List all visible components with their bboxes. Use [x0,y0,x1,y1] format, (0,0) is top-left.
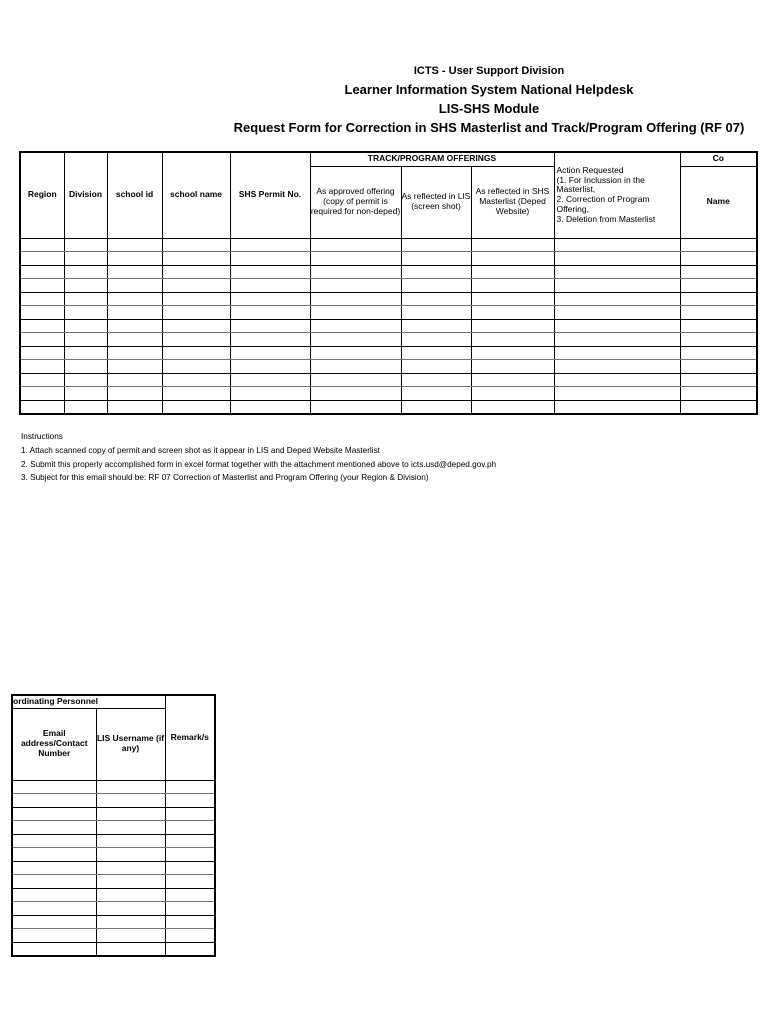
coordinating-personnel-table [11,694,216,957]
table-cell[interactable] [680,252,757,266]
table-cell[interactable] [165,807,215,821]
table-cell[interactable] [471,360,554,374]
table-cell[interactable] [20,306,64,320]
helpdesk-title: Learner Information System National Helpdesk [344,82,634,97]
column-header-email: Email address/Contact Number [12,708,96,780]
table-row [20,387,757,401]
table-cell[interactable] [64,400,107,414]
instruction-item: 1. Attach scanned copy of permit and screen shot as it appear in LIS and Deped Website Masterlist [21,445,380,455]
table-cell[interactable] [554,292,680,306]
table-cell[interactable] [230,360,310,374]
table-row [12,861,215,875]
table-cell[interactable] [310,400,401,414]
table-cell[interactable] [96,807,165,821]
table-cell[interactable] [162,265,230,279]
table-cell[interactable] [20,400,64,414]
table-cell[interactable] [12,848,96,862]
column-group-coordinating-partial: Co [680,152,757,166]
column-group-track-offerings: TRACK/PROGRAM OFFERINGS [310,152,554,166]
table-cell[interactable] [165,848,215,862]
table-cell[interactable] [20,265,64,279]
table-cell[interactable] [20,238,64,252]
table-cell[interactable] [107,265,162,279]
table-cell[interactable] [12,888,96,902]
table-cell[interactable] [96,821,165,835]
table-cell[interactable] [471,319,554,333]
table-cell[interactable] [162,279,230,293]
table-cell[interactable] [165,875,215,889]
table-cell[interactable] [310,306,401,320]
table-cell[interactable] [230,400,310,414]
table-cell[interactable] [107,252,162,266]
table-cell[interactable] [401,400,471,414]
table-row [12,807,215,821]
table-cell[interactable] [230,333,310,347]
table-cell[interactable] [401,306,471,320]
table-cell[interactable] [680,265,757,279]
table-row [12,929,215,943]
table-row [20,292,757,306]
table-cell[interactable] [96,929,165,943]
table-cell[interactable] [680,319,757,333]
table-cell[interactable] [554,346,680,360]
table-cell[interactable] [162,333,230,347]
table-cell[interactable] [96,942,165,956]
column-header-school-name: school name [162,152,230,238]
table-cell[interactable] [401,360,471,374]
table-row [20,346,757,360]
column-header-region: Region [20,152,64,238]
table-cell[interactable] [64,387,107,401]
table-cell[interactable] [471,400,554,414]
table-cell[interactable] [401,333,471,347]
table-cell[interactable] [64,252,107,266]
table-cell[interactable] [64,306,107,320]
table-cell[interactable] [310,279,401,293]
column-header-reflected-masterlist: As reflected in SHS Masterlist (Deped Website) [471,166,554,238]
table-cell[interactable] [230,387,310,401]
table-cell[interactable] [96,861,165,875]
table-cell[interactable] [471,279,554,293]
table-row [12,888,215,902]
table-cell[interactable] [12,794,96,808]
table-row [20,360,757,374]
table-cell[interactable] [230,373,310,387]
table-cell[interactable] [96,902,165,916]
table-cell[interactable] [310,373,401,387]
column-header-division: Division [64,152,107,238]
table-row [20,252,757,266]
table-cell[interactable] [107,387,162,401]
table-cell[interactable] [230,306,310,320]
instruction-item: 3. Subject for this email should be: RF 07 Correction of Masterlist and Program Offering (your Region & Division) [21,473,429,483]
column-group-coordinating-personnel: ordinating Personnel [12,695,165,708]
table-cell[interactable] [96,780,165,794]
table-cell[interactable] [554,319,680,333]
column-header-action-requested: Action Requested (1. For Inclussion in the Masterlist, 2. Correction of Program Offering, 3. Deletion from Masterlist [554,152,680,238]
table-cell[interactable] [554,333,680,347]
table-cell[interactable] [165,861,215,875]
table-cell[interactable] [64,279,107,293]
table-cell[interactable] [20,252,64,266]
column-header-name: Name [680,166,757,238]
table-cell[interactable] [12,875,96,889]
table-cell[interactable] [554,387,680,401]
form-title: Request Form for Correction in SHS Masterlist and Track/Program Offering (RF 07) [233,120,745,135]
table-cell[interactable] [162,319,230,333]
table-row [12,780,215,794]
table-cell[interactable] [230,238,310,252]
table-cell[interactable] [165,915,215,929]
table-cell[interactable] [310,387,401,401]
table-cell[interactable] [96,794,165,808]
table-cell[interactable] [554,306,680,320]
table-cell[interactable] [20,346,64,360]
table-cell[interactable] [107,306,162,320]
table-cell[interactable] [471,387,554,401]
table-row [12,834,215,848]
table-cell[interactable] [165,834,215,848]
table-cell[interactable] [554,265,680,279]
table-row [12,942,215,956]
table-cell[interactable] [471,373,554,387]
table-cell[interactable] [165,942,215,956]
table-cell[interactable] [64,346,107,360]
table-cell[interactable] [401,373,471,387]
column-header-school-id: school id [107,152,162,238]
table-row [20,333,757,347]
table-row [12,875,215,889]
table-cell[interactable] [554,279,680,293]
table-cell[interactable] [96,888,165,902]
table-cell[interactable] [310,360,401,374]
table-cell[interactable] [12,929,96,943]
table-cell[interactable] [12,834,96,848]
table-cell[interactable] [20,279,64,293]
column-header-lis-username: LIS Username (if any) [96,708,165,780]
table-cell[interactable] [680,238,757,252]
table-cell[interactable] [107,319,162,333]
table-cell[interactable] [680,292,757,306]
table-cell[interactable] [230,252,310,266]
table-cell[interactable] [471,292,554,306]
instructions [21,430,496,485]
table-cell[interactable] [96,915,165,929]
table-cell[interactable] [471,265,554,279]
table-row [12,902,215,916]
table-cell[interactable] [12,861,96,875]
table-cell[interactable] [310,252,401,266]
table-cell[interactable] [64,265,107,279]
division-title: ICTS - User Support Division [413,65,565,77]
table-cell[interactable] [165,780,215,794]
table-cell[interactable] [107,279,162,293]
table-cell[interactable] [20,333,64,347]
table-row [20,279,757,293]
table-cell[interactable] [310,333,401,347]
table-cell[interactable] [401,387,471,401]
table-cell[interactable] [165,929,215,943]
table-cell[interactable] [162,306,230,320]
table-row [12,821,215,835]
table-cell[interactable] [96,834,165,848]
table-cell[interactable] [162,292,230,306]
table-cell[interactable] [12,807,96,821]
table-cell[interactable] [471,306,554,320]
table-cell[interactable] [162,360,230,374]
table-cell[interactable] [680,333,757,347]
table-cell[interactable] [554,252,680,266]
table-cell[interactable] [162,387,230,401]
table-cell[interactable] [401,238,471,252]
correction-request-table [19,151,758,415]
table-cell[interactable] [310,238,401,252]
table-cell[interactable] [64,333,107,347]
table-cell[interactable] [107,333,162,347]
table-cell[interactable] [401,265,471,279]
table-cell[interactable] [554,373,680,387]
module-title: LIS-SHS Module [438,101,540,116]
table-row [12,794,215,808]
table-cell[interactable] [401,319,471,333]
table-cell[interactable] [680,346,757,360]
table-cell[interactable] [230,292,310,306]
table-cell[interactable] [165,794,215,808]
table-cell[interactable] [401,292,471,306]
table-cell[interactable] [401,252,471,266]
table-cell[interactable] [310,346,401,360]
table-cell[interactable] [107,400,162,414]
table-row [20,265,757,279]
table-cell[interactable] [20,292,64,306]
table-cell[interactable] [96,848,165,862]
table-cell[interactable] [12,942,96,956]
table-cell[interactable] [165,902,215,916]
table-cell[interactable] [12,902,96,916]
table-cell[interactable] [20,360,64,374]
table-cell[interactable] [20,373,64,387]
table-row [20,238,757,252]
table-cell[interactable] [64,292,107,306]
table-cell[interactable] [230,319,310,333]
table-cell[interactable] [310,265,401,279]
column-header-remarks: Remark/s [165,695,215,780]
table-cell[interactable] [12,821,96,835]
table-cell[interactable] [680,360,757,374]
table-cell[interactable] [471,238,554,252]
table-cell[interactable] [64,319,107,333]
table-cell[interactable] [107,373,162,387]
table-row [20,373,757,387]
table-cell[interactable] [471,346,554,360]
table-cell[interactable] [165,821,215,835]
table-cell[interactable] [401,346,471,360]
table-cell[interactable] [12,780,96,794]
table-cell[interactable] [554,360,680,374]
table-row [20,400,757,414]
instructions-title: Instructions [21,432,63,441]
table-cell[interactable] [162,346,230,360]
table-cell[interactable] [230,346,310,360]
table-cell[interactable] [680,373,757,387]
table-cell[interactable] [554,400,680,414]
table-cell[interactable] [680,306,757,320]
table-cell[interactable] [554,238,680,252]
table-row [20,306,757,320]
table-cell[interactable] [680,279,757,293]
table-cell[interactable] [64,360,107,374]
table-cell[interactable] [20,387,64,401]
table-cell[interactable] [96,875,165,889]
table-cell[interactable] [64,373,107,387]
table-cell[interactable] [401,279,471,293]
table-cell[interactable] [471,252,554,266]
column-header-reflected-lis: As reflected in LIS (screen shot) [401,166,471,238]
table-cell[interactable] [471,333,554,347]
table-cell[interactable] [230,279,310,293]
table-cell[interactable] [107,346,162,360]
table-cell[interactable] [162,252,230,266]
column-header-permit-no: SHS Permit No. [230,152,310,238]
table-cell[interactable] [12,915,96,929]
table-cell[interactable] [680,387,757,401]
table-cell[interactable] [230,265,310,279]
table-cell[interactable] [20,319,64,333]
table-cell[interactable] [107,238,162,252]
table-cell[interactable] [162,400,230,414]
table-cell[interactable] [162,373,230,387]
table-row [12,915,215,929]
table-cell[interactable] [165,888,215,902]
table-cell[interactable] [107,360,162,374]
table-cell[interactable] [680,400,757,414]
table-cell[interactable] [64,238,107,252]
table-cell[interactable] [310,319,401,333]
table-cell[interactable] [310,292,401,306]
table-cell[interactable] [162,238,230,252]
table-row [20,319,757,333]
table-cell[interactable] [107,292,162,306]
column-header-approved-offering: As approved offering (copy of permit is required for non-deped) [310,166,401,238]
instruction-item: 2. Submit this properly accomplished form in excel format together with the attachment mentioned above to icts.usd@deped.gov.ph [21,459,497,469]
table-row [12,848,215,862]
